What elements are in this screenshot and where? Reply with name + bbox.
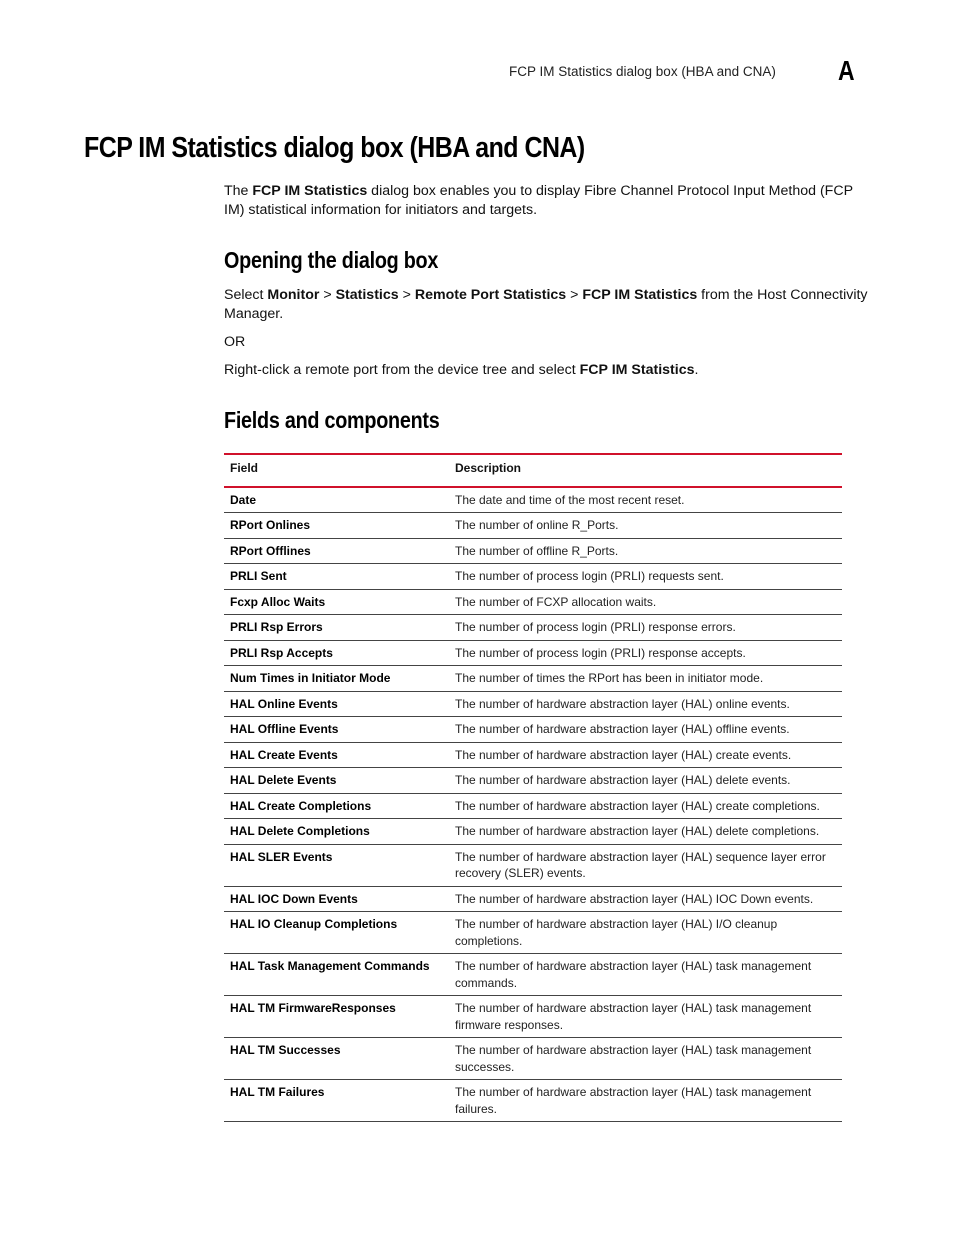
field-name: HAL Online Events	[224, 691, 449, 717]
select-text-post: from the Host Connectivity Manager.	[224, 287, 868, 322]
field-name: HAL IO Cleanup Completions	[224, 912, 449, 954]
table-body	[224, 487, 842, 1122]
field-name: HAL Delete Events	[224, 768, 449, 794]
menu-separator: >	[319, 287, 336, 303]
field-description: The number of process login (PRLI) response errors.	[449, 615, 842, 641]
field-name: RPort Onlines	[224, 513, 449, 539]
table-row	[224, 640, 842, 666]
or-paragraph	[224, 333, 869, 352]
field-description: The number of hardware abstraction layer (HAL) task management failures.	[449, 1080, 842, 1122]
field-description: The number of process login (PRLI) requests sent.	[449, 564, 842, 590]
table-row	[224, 513, 842, 539]
fields-heading: Fields and components	[224, 407, 440, 433]
field-description: The number of hardware abstraction layer (HAL) create completions.	[449, 793, 842, 819]
field-name: HAL Offline Events	[224, 717, 449, 743]
running-header: FCP IM Statistics dialog box (HBA and CNA)	[509, 64, 776, 79]
table-row	[224, 912, 842, 954]
field-description: The number of process login (PRLI) response accepts.	[449, 640, 842, 666]
table-row	[224, 717, 842, 743]
table-row	[224, 954, 842, 996]
right-click-text-post: .	[694, 362, 699, 378]
table-row	[224, 538, 842, 564]
field-name: HAL TM Successes	[224, 1038, 449, 1080]
field-name: RPort Offlines	[224, 538, 449, 564]
field-description: The number of online R_Ports.	[449, 513, 842, 539]
field-description: The number of hardware abstraction layer (HAL) task management commands.	[449, 954, 842, 996]
field-name: Num Times in Initiator Mode	[224, 666, 449, 692]
field-description: The number of FCXP allocation waits.	[449, 589, 842, 615]
intro-text-pre: The	[224, 183, 253, 199]
field-description: The number of times the RPort has been in initiator mode.	[449, 666, 842, 692]
table-row	[224, 1080, 842, 1122]
menu-separator: >	[566, 287, 583, 303]
menu-fcp-im-statistics: FCP IM Statistics	[582, 287, 698, 303]
table-row	[224, 564, 842, 590]
appendix-letter: A	[838, 55, 855, 86]
field-name: HAL Task Management Commands	[224, 954, 449, 996]
table-row	[224, 615, 842, 641]
intro-text-post: dialog box enables you to display Fibre Channel Protocol Input Method (FCP IM) statistical information for initiators and targets.	[224, 183, 853, 218]
field-description: The number of hardware abstraction layer (HAL) online events.	[449, 691, 842, 717]
field-name: PRLI Rsp Accepts	[224, 640, 449, 666]
field-description: The number of hardware abstraction layer (HAL) create events.	[449, 742, 842, 768]
table-row	[224, 793, 842, 819]
table-row	[224, 996, 842, 1038]
field-description: The number of hardware abstraction layer (HAL) I/O cleanup completions.	[449, 912, 842, 954]
right-click-paragraph	[224, 361, 869, 380]
menu-separator: >	[398, 287, 415, 303]
field-name: HAL Create Events	[224, 742, 449, 768]
select-text-pre: Select	[224, 287, 268, 303]
table-row	[224, 666, 842, 692]
menu-remote-port-statistics: Remote Port Statistics	[414, 287, 567, 303]
table-row	[224, 742, 842, 768]
table-row	[224, 1038, 842, 1080]
or-text: OR	[224, 334, 246, 350]
field-name: HAL TM FirmwareResponses	[224, 996, 449, 1038]
field-description: The number of hardware abstraction layer (HAL) offline events.	[449, 717, 842, 743]
field-name: HAL Create Completions	[224, 793, 449, 819]
table-header-row	[224, 454, 842, 487]
field-name: PRLI Sent	[224, 564, 449, 590]
field-description: The number of hardware abstraction layer (HAL) delete events.	[449, 768, 842, 794]
field-description: The date and time of the most recent reset.	[449, 487, 842, 513]
field-description: The number of hardware abstraction layer (HAL) task management successes.	[449, 1038, 842, 1080]
table-row	[224, 768, 842, 794]
field-name: HAL IOC Down Events	[224, 886, 449, 912]
table-row	[224, 487, 842, 513]
right-click-text-pre: Right-click a remote port from the device tree and select	[224, 362, 580, 378]
page-title: FCP IM Statistics dialog box (HBA and CNA)	[84, 132, 585, 164]
field-name: HAL SLER Events	[224, 844, 449, 886]
opening-heading: Opening the dialog box	[224, 247, 439, 273]
column-header-description: Description	[449, 454, 842, 487]
menu-statistics: Statistics	[335, 287, 399, 303]
field-name: HAL TM Failures	[224, 1080, 449, 1122]
column-header-field: Field	[224, 454, 449, 487]
table-row	[224, 691, 842, 717]
menu-monitor: Monitor	[267, 287, 320, 303]
field-description: The number of offline R_Ports.	[449, 538, 842, 564]
field-name: HAL Delete Completions	[224, 819, 449, 845]
table-row	[224, 819, 842, 845]
field-name: Date	[224, 487, 449, 513]
field-description: The number of hardware abstraction layer (HAL) task management firmware responses.	[449, 996, 842, 1038]
field-name: Fcxp Alloc Waits	[224, 589, 449, 615]
field-description: The number of hardware abstraction layer (HAL) sequence layer error recovery (SLER) events.	[449, 844, 842, 886]
fields-table	[224, 453, 842, 1122]
table-row	[224, 844, 842, 886]
right-click-ui-term: FCP IM Statistics	[579, 362, 695, 378]
select-paragraph	[224, 286, 869, 324]
intro-paragraph	[224, 182, 869, 220]
table-row	[224, 886, 842, 912]
field-description: The number of hardware abstraction layer (HAL) IOC Down events.	[449, 886, 842, 912]
intro-ui-term: FCP IM Statistics	[252, 183, 368, 199]
table-row	[224, 589, 842, 615]
field-description: The number of hardware abstraction layer (HAL) delete completions.	[449, 819, 842, 845]
field-name: PRLI Rsp Errors	[224, 615, 449, 641]
